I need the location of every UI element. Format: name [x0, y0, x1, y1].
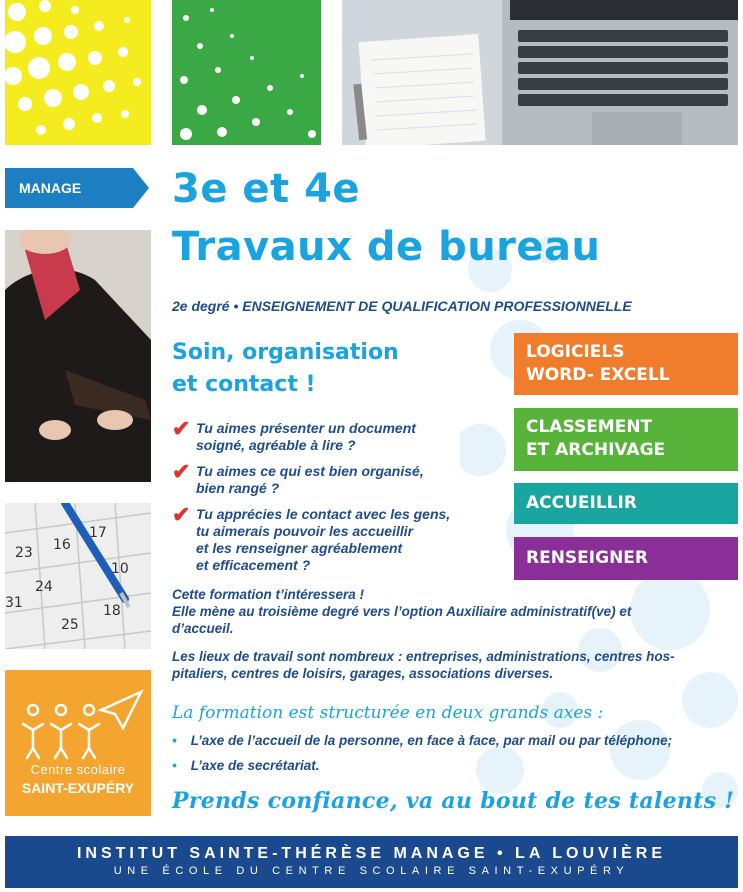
skill-box-text: CLASSEMENT — [526, 417, 653, 437]
paragraph-line: Cette formation t’intéressera ! — [172, 587, 365, 602]
calendar-number: 17 — [89, 525, 107, 541]
slogan: Prends confiance, va au bout de tes talents ! — [172, 788, 735, 814]
skill-box-text: WORD- EXCELL — [526, 365, 670, 385]
logo-line2: SAINT-EXUPÉRY — [21, 780, 135, 796]
checklist-text: et efficacement ? — [196, 557, 311, 573]
businesswoman-photo — [5, 230, 151, 482]
checklist-item — [172, 459, 472, 497]
paragraph-formation — [172, 586, 732, 637]
decorative-tile-green — [172, 0, 321, 145]
logo-line1: Centre scolaire — [30, 762, 126, 777]
footer-banner — [5, 836, 738, 888]
calendar-number: 31 — [5, 595, 23, 611]
paragraph-line: d’accueil. — [172, 621, 234, 636]
checklist-text: soigné, agréable à lire ? — [196, 437, 356, 453]
checklist-text: Tu aimes ce qui est bien organisé, — [196, 463, 424, 479]
footer-network: UNE ÉCOLE DU CENTRE SCOLAIRE SAINT-EXUPÉRY — [113, 865, 630, 877]
section-heading-line2: et contact ! — [172, 372, 316, 397]
bullet-icon: • — [172, 733, 177, 748]
calendar-number: 25 — [61, 617, 79, 633]
skill-box-accueillir — [514, 483, 738, 524]
axes-item — [172, 758, 732, 773]
skill-box-text: ET ARCHIVAGE — [526, 440, 666, 460]
check-icon: ✔ — [172, 459, 191, 484]
checklist-text: bien rangé ? — [196, 480, 280, 496]
check-icon: ✔ — [172, 416, 191, 441]
location-tab-arrow — [133, 168, 149, 208]
paragraph-line: pitaliers, centres de loisirs, garages, associations diverses. — [172, 666, 554, 681]
checklist-text: Tu apprécies le contact avec les gens, — [196, 506, 451, 522]
axes-item-text: L’axe de l’accueil de la personne, en face à face, par mail ou par téléphone; — [190, 733, 673, 748]
decorative-tile-yellow — [5, 0, 151, 145]
centre-scolaire-logo — [5, 670, 151, 816]
checklist-item — [172, 502, 472, 574]
checklist-text: et les renseigner agréablement — [196, 540, 403, 556]
calendar-number: 18 — [103, 603, 121, 619]
logo-figures-icon — [5, 670, 151, 760]
skill-box-logiciels — [514, 333, 738, 395]
skill-box-classement — [514, 408, 738, 471]
axes-item-text: L’axe de secrétariat. — [190, 758, 320, 773]
footer-institute: INSTITUT SAINTE-THÉRÈSE MANAGE • LA LOUVIÈRE — [76, 845, 667, 862]
title-years: 3e et 4e — [172, 166, 361, 212]
title-program: Travaux de bureau — [172, 224, 601, 270]
paragraph-line: Les lieux de travail sont nombreux : entreprises, administrations, centres hos- — [172, 649, 675, 664]
calendar-number: 16 — [53, 537, 71, 553]
calendar-number: 24 — [35, 579, 53, 595]
axes-item — [172, 733, 732, 748]
calendar-photo — [5, 503, 151, 649]
skill-box-renseigner — [514, 537, 738, 580]
laptop-photo — [342, 0, 738, 145]
bullet-icon: • — [172, 758, 177, 773]
skill-box-text: ACCUEILLIR — [526, 493, 637, 513]
checklist-text: Tu aimes présenter un document — [196, 420, 416, 436]
paragraph-line: Elle mène au troisième degré vers l’option Auxiliaire administratif(ve) et — [172, 604, 632, 619]
location-tab: MANAGE — [5, 168, 133, 208]
skill-box-text: RENSEIGNER — [526, 548, 648, 568]
section-heading-line1: Soin, organisation — [172, 340, 399, 365]
paragraph-lieux — [172, 648, 732, 682]
skill-box-text: LOGICIELS — [526, 342, 625, 362]
subtitle: 2e degré • ENSEIGNEMENT DE QUALIFICATION PROFESSIONNELLE — [172, 298, 632, 314]
checklist-item — [172, 416, 472, 454]
check-icon: ✔ — [172, 502, 191, 527]
checklist-text: tu aimerais pouvoir les accueillir — [196, 523, 414, 539]
axes-heading: La formation est structurée en deux grands axes : — [172, 703, 604, 723]
calendar-number: 10 — [111, 561, 129, 577]
calendar-number: 23 — [15, 545, 33, 561]
